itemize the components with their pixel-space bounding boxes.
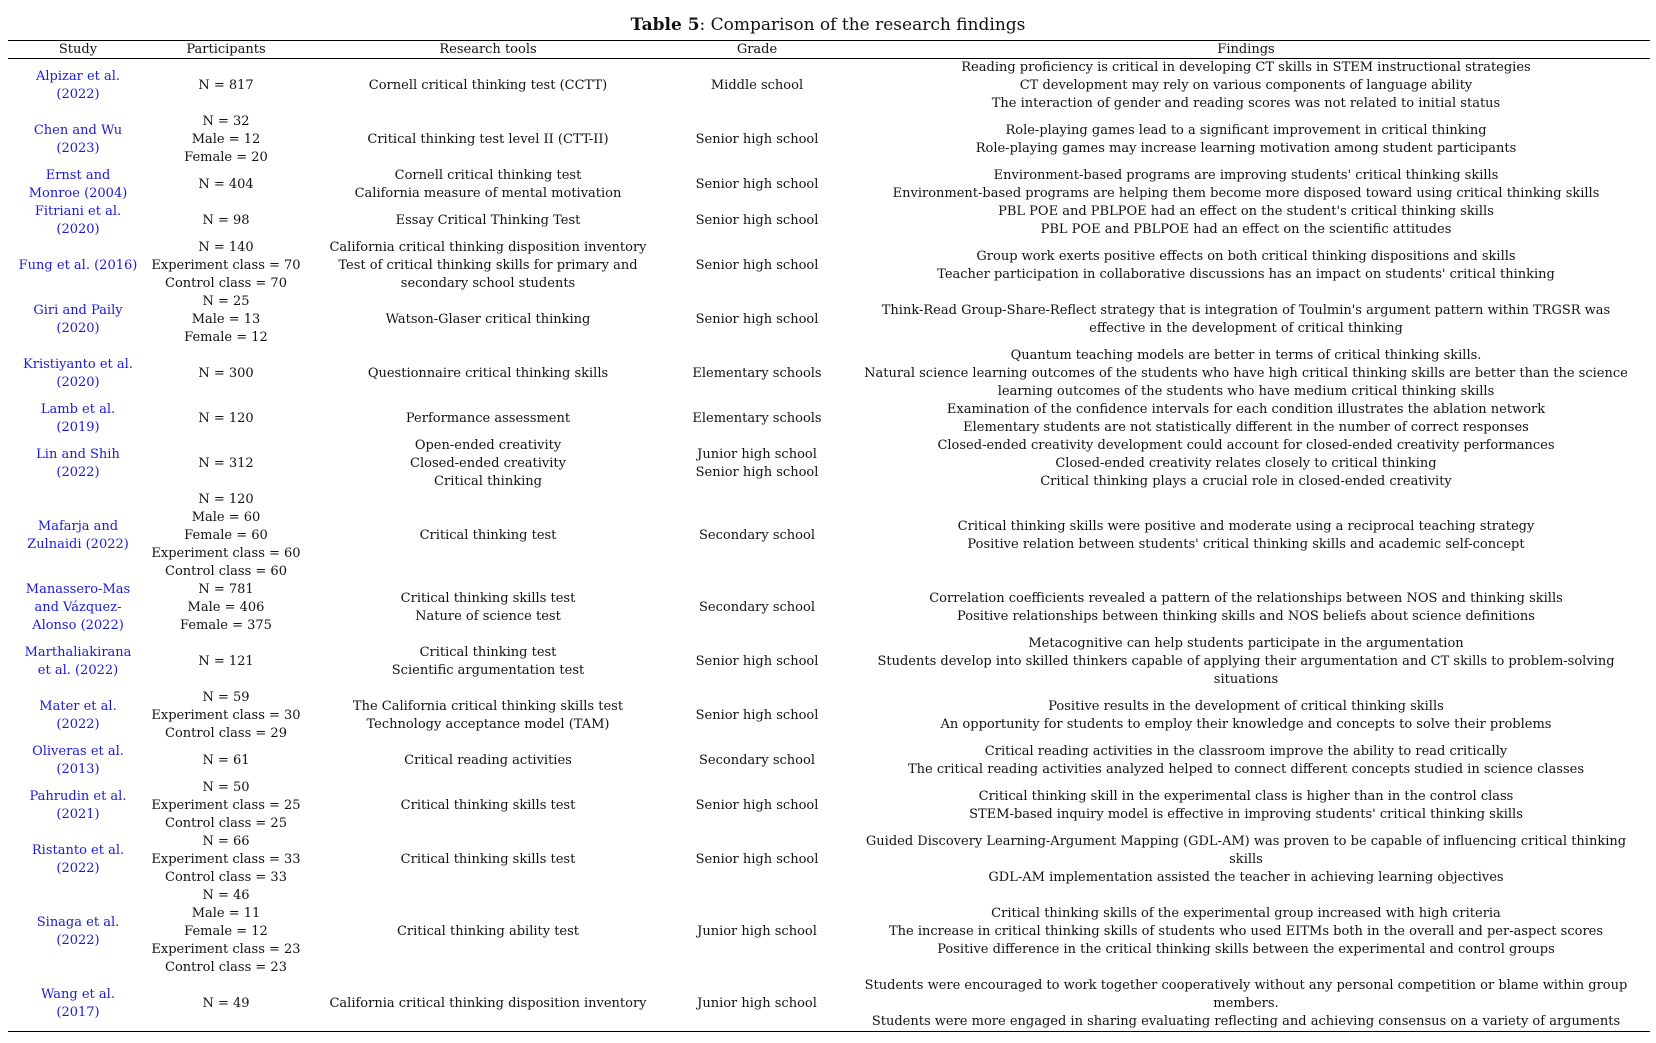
study-cell-line: Ernst and xyxy=(45,168,111,183)
findings-cell-line: The increase in critical thinking skills of students who used EITMs both in the overall and per-aspect scores xyxy=(888,924,1604,939)
grade-cell-line: Elementary schools xyxy=(692,411,822,426)
study-cell xyxy=(8,689,148,743)
participants-cell-line: N = 32 xyxy=(202,114,250,129)
participants-cell-line: Female = 12 xyxy=(184,330,268,345)
findings-cell-line: Think-Read Group-Share-Reflect strategy that is integration of Toulmin's argument pattern within TRGSR was xyxy=(881,303,1611,318)
research-tools-cell-line: California measure of mental motivation xyxy=(354,186,622,201)
study-cell-line: (2023) xyxy=(56,141,100,156)
study-cell xyxy=(8,239,148,293)
research-tools-cell-line: Scientific argumentation test xyxy=(391,663,585,678)
research-tools-cell xyxy=(304,59,672,114)
findings-cell-line: CT development may rely on various components of language ability xyxy=(1019,78,1473,93)
findings-cell-line: effective in the development of critical thinking xyxy=(1089,321,1403,336)
findings-cell xyxy=(842,239,1650,293)
research-tools-cell xyxy=(304,437,672,491)
research-tools-cell-line: Critical thinking ability test xyxy=(396,924,580,939)
study-cell-line: (2020) xyxy=(56,321,100,336)
findings-cell xyxy=(842,113,1650,167)
grade-cell-line: Senior high school xyxy=(695,258,819,273)
participants-cell xyxy=(148,635,304,689)
table-caption-text: : Comparison of the research findings xyxy=(699,15,1026,35)
participants-cell xyxy=(148,293,304,347)
study-cell-line: (2022) xyxy=(56,87,100,102)
participants-cell xyxy=(148,437,304,491)
study-cell-line: Zulnaidi (2022) xyxy=(27,537,129,552)
research-tools-cell-line: Critical thinking skills test xyxy=(400,798,576,813)
findings-cell-line: Critical thinking skill in the experimental class is higher than in the control class xyxy=(978,789,1514,804)
study-cell-line: (2020) xyxy=(56,222,100,237)
table-row xyxy=(8,491,1650,581)
findings-cell-line: PBL POE and PBLPOE had an effect on the scientific attitudes xyxy=(1040,222,1452,237)
grade-cell xyxy=(672,743,842,779)
findings-cell xyxy=(842,437,1650,491)
findings-cell-line: Role-playing games may increase learning motivation among student participants xyxy=(975,141,1517,156)
participants-cell-line: Control class = 70 xyxy=(165,276,287,291)
participants-cell-line: Experiment class = 60 xyxy=(151,546,301,561)
participants-cell-line: Experiment class = 25 xyxy=(151,798,301,813)
findings-cell-line: Natural science learning outcomes of the students who have high critical thinking skills are better than the science xyxy=(864,366,1628,381)
research-tools-cell xyxy=(304,401,672,437)
study-cell-line: (2022) xyxy=(56,717,100,732)
grade-cell xyxy=(672,887,842,977)
findings-cell-line: An opportunity for students to employ their knowledge and concepts to solve their problems xyxy=(940,717,1552,732)
study-cell xyxy=(8,401,148,437)
grade-cell-line: Senior high school xyxy=(695,852,819,867)
study-cell-line: Marthaliakirana xyxy=(24,645,132,660)
participants-cell-line: N = 120 xyxy=(198,492,254,507)
findings-cell-line: PBL POE and PBLPOE had an effect on the student's critical thinking skills xyxy=(998,204,1494,219)
findings-cell-line: Group work exerts positive effects on both critical thinking dispositions and skills xyxy=(976,249,1516,264)
research-tools-cell-line: California critical thinking disposition inventory xyxy=(329,996,647,1011)
research-tools-cell xyxy=(304,167,672,203)
participants-cell xyxy=(148,581,304,635)
study-cell-line: (2013) xyxy=(56,762,100,777)
findings-cell xyxy=(842,167,1650,203)
study-cell-line: Wang et al. xyxy=(41,987,115,1002)
findings-cell-line: The interaction of gender and reading scores was not related to initial status xyxy=(991,96,1501,111)
findings-cell xyxy=(842,689,1650,743)
study-cell-line: Fung et al. (2016) xyxy=(18,258,138,273)
findings-cell-line: Critical thinking skills of the experimental group increased with high criteria xyxy=(991,906,1501,921)
participants-cell-line: Male = 60 xyxy=(191,510,261,525)
research-tools-cell xyxy=(304,977,672,1032)
participants-cell-line: Experiment class = 23 xyxy=(151,942,301,957)
findings-cell-line: members. xyxy=(1213,996,1279,1011)
participants-cell-line: N = 49 xyxy=(202,996,250,1011)
column-header-study: Study xyxy=(8,41,148,59)
research-tools-cell xyxy=(304,581,672,635)
findings-cell-line: Closed-ended creativity development could account for closed-ended creativity performances xyxy=(937,438,1555,453)
table-row xyxy=(8,347,1650,401)
participants-cell-line: N = 817 xyxy=(198,78,254,93)
grade-cell xyxy=(672,239,842,293)
findings-cell-line: Positive results in the development of critical thinking skills xyxy=(1048,699,1444,714)
study-cell-line: Mater et al. xyxy=(39,699,117,714)
findings-cell xyxy=(842,743,1650,779)
grade-cell-line: Junior high school xyxy=(697,924,817,939)
grade-cell xyxy=(672,113,842,167)
table-row xyxy=(8,437,1650,491)
grade-cell xyxy=(672,689,842,743)
study-cell-line: Lin and Shih xyxy=(36,447,120,462)
research-tools-cell-line: Critical thinking xyxy=(434,474,542,489)
grade-cell-line: Senior high school xyxy=(695,213,819,228)
research-tools-cell-line: Performance assessment xyxy=(405,411,571,426)
table-row xyxy=(8,203,1650,239)
findings-cell-line: Students were more engaged in sharing evaluating reflecting and achieving consensus on a variety of arguments xyxy=(871,1014,1621,1029)
research-tools-cell xyxy=(304,887,672,977)
research-tools-cell xyxy=(304,347,672,401)
table-row xyxy=(8,581,1650,635)
participants-cell-line: N = 120 xyxy=(198,411,254,426)
participants-cell xyxy=(148,167,304,203)
grade-cell xyxy=(672,347,842,401)
research-tools-cell xyxy=(304,293,672,347)
participants-cell-line: N = 46 xyxy=(202,888,250,903)
participants-cell-line: N = 61 xyxy=(202,753,250,768)
study-cell-line: (2020) xyxy=(56,375,100,390)
study-cell xyxy=(8,581,148,635)
study-cell xyxy=(8,113,148,167)
study-cell xyxy=(8,167,148,203)
findings-cell-line: Positive relationships between thinking skills and NOS beliefs about science definitions xyxy=(957,609,1535,624)
table-row xyxy=(8,977,1650,1032)
research-tools-cell-line: Critical thinking test level II (CTT-II) xyxy=(367,132,609,147)
findings-cell-line: Reading proficiency is critical in developing CT skills in STEM instructional strategies xyxy=(961,60,1531,75)
grade-cell xyxy=(672,581,842,635)
table-row xyxy=(8,779,1650,833)
participants-cell-line: Control class = 33 xyxy=(165,870,287,885)
findings-cell xyxy=(842,491,1650,581)
participants-cell xyxy=(148,689,304,743)
grade-cell-line: Junior high school xyxy=(697,447,817,462)
participants-cell xyxy=(148,743,304,779)
table-row xyxy=(8,887,1650,977)
research-tools-cell xyxy=(304,743,672,779)
table-row xyxy=(8,635,1650,689)
findings-cell xyxy=(842,977,1650,1032)
research-tools-cell-line: Nature of science test xyxy=(415,609,561,624)
findings-cell xyxy=(842,59,1650,114)
participants-cell-line: N = 98 xyxy=(202,213,250,228)
findings-cell-line: Correlation coefficients revealed a pattern of the relationships between NOS and thinking skills xyxy=(929,591,1563,606)
findings-cell-line: Quantum teaching models are better in terms of critical thinking skills. xyxy=(1010,348,1482,363)
participants-cell-line: N = 121 xyxy=(198,654,254,669)
grade-cell-line: Secondary school xyxy=(699,600,815,615)
findings-cell-line: Role-playing games lead to a significant improvement in critical thinking xyxy=(1005,123,1487,138)
research-tools-cell-line: Critical thinking skills test xyxy=(400,852,576,867)
study-cell xyxy=(8,293,148,347)
column-header-participants: Participants xyxy=(148,41,304,59)
study-cell xyxy=(8,743,148,779)
column-header-grade: Grade xyxy=(672,41,842,59)
findings-cell xyxy=(842,401,1650,437)
grade-cell xyxy=(672,203,842,239)
research-tools-cell-line: Cornell critical thinking test (CCTT) xyxy=(368,78,608,93)
participants-cell xyxy=(148,347,304,401)
participants-cell xyxy=(148,113,304,167)
table-row xyxy=(8,401,1650,437)
study-cell-line: Manassero-Mas xyxy=(25,582,131,597)
grade-cell-line: Junior high school xyxy=(697,996,817,1011)
study-cell-line: Sinaga et al. xyxy=(36,915,120,930)
participants-cell-line: N = 140 xyxy=(198,240,254,255)
participants-cell-line: N = 59 xyxy=(202,690,250,705)
grade-cell xyxy=(672,833,842,887)
research-tools-cell-line: Critical reading activities xyxy=(404,753,572,768)
findings-cell-line: Positive relation between students' critical thinking skills and academic self-concept xyxy=(967,537,1525,552)
research-tools-cell xyxy=(304,239,672,293)
findings-cell-line: Students were encouraged to work together cooperatively without any personal competition or blame within group xyxy=(864,978,1628,993)
participants-cell xyxy=(148,977,304,1032)
participants-cell-line: Experiment class = 70 xyxy=(151,258,301,273)
grade-cell xyxy=(672,491,842,581)
research-tools-cell-line: Critical thinking test xyxy=(419,528,557,543)
study-cell xyxy=(8,491,148,581)
study-cell xyxy=(8,977,148,1032)
research-tools-cell-line: Critical thinking skills test xyxy=(400,591,576,606)
grade-cell-line: Senior high school xyxy=(695,132,819,147)
research-tools-cell-line: Closed-ended creativity xyxy=(410,456,566,471)
participants-cell-line: N = 50 xyxy=(202,780,250,795)
research-tools-cell-line: Technology acceptance model (TAM) xyxy=(366,717,610,732)
study-cell-line: Monroe (2004) xyxy=(28,186,128,201)
column-header-research-tools: Research tools xyxy=(304,41,672,59)
table-row xyxy=(8,113,1650,167)
findings-cell-line: Examination of the confidence intervals for each condition illustrates the ablation network xyxy=(946,402,1546,417)
table-caption xyxy=(0,14,1656,36)
research-tools-cell xyxy=(304,779,672,833)
participants-cell-line: Control class = 25 xyxy=(165,816,287,831)
participants-cell-line: Male = 13 xyxy=(191,312,261,327)
findings-cell xyxy=(842,293,1650,347)
grade-cell xyxy=(672,635,842,689)
participants-cell-line: Experiment class = 30 xyxy=(151,708,301,723)
grade-cell-line: Senior high school xyxy=(695,798,819,813)
research-tools-cell-line: Critical thinking test xyxy=(419,645,557,660)
findings-cell-line: STEM-based inquiry model is effective in improving students' critical thinking skills xyxy=(969,807,1523,822)
table-row xyxy=(8,689,1650,743)
grade-cell-line: Middle school xyxy=(710,78,804,93)
study-cell-line: Chen and Wu xyxy=(33,123,123,138)
findings-cell xyxy=(842,779,1650,833)
research-tools-cell-line: secondary school students xyxy=(400,276,576,291)
participants-cell-line: Male = 406 xyxy=(187,600,265,615)
participants-cell xyxy=(148,779,304,833)
study-cell-line: (2019) xyxy=(56,420,100,435)
study-cell-line: Kristiyanto et al. xyxy=(23,357,133,372)
grade-cell-line: Senior high school xyxy=(695,312,819,327)
findings-cell-line: Students develop into skilled thinkers capable of applying their argumentation and CT skills to problem-solving xyxy=(877,654,1615,669)
findings-cell-line: situations xyxy=(1213,672,1279,687)
findings-cell-line: Environment-based programs are improving students' critical thinking skills xyxy=(993,168,1499,183)
findings-cell-line: skills xyxy=(1229,852,1263,867)
findings-cell-line: Elementary students are not statistically different in the number of correct responses xyxy=(963,420,1529,435)
grade-cell xyxy=(672,977,842,1032)
grade-cell xyxy=(672,437,842,491)
research-tools-cell-line: The California critical thinking skills test xyxy=(352,699,624,714)
research-tools-cell xyxy=(304,689,672,743)
study-cell xyxy=(8,59,148,114)
participants-cell-line: Control class = 60 xyxy=(165,564,287,579)
grade-cell-line: Senior high school xyxy=(695,654,819,669)
study-cell-line: (2021) xyxy=(56,807,100,822)
findings-cell-line: Critical reading activities in the classroom improve the ability to read critically xyxy=(984,744,1508,759)
study-cell xyxy=(8,347,148,401)
study-cell xyxy=(8,437,148,491)
study-cell-line: and Vázquez- xyxy=(34,600,122,615)
participants-cell-line: N = 781 xyxy=(198,582,254,597)
study-cell-line: (2022) xyxy=(56,933,100,948)
table-row xyxy=(8,167,1650,203)
research-tools-cell xyxy=(304,113,672,167)
participants-cell-line: Experiment class = 33 xyxy=(151,852,301,867)
grade-cell xyxy=(672,401,842,437)
participants-cell xyxy=(148,239,304,293)
participants-cell-line: Female = 12 xyxy=(184,924,268,939)
participants-cell-line: N = 404 xyxy=(198,177,254,192)
participants-cell xyxy=(148,401,304,437)
research-tools-cell xyxy=(304,203,672,239)
participants-cell-line: Control class = 23 xyxy=(165,960,287,975)
participants-cell-line: Control class = 29 xyxy=(165,726,287,741)
research-tools-cell xyxy=(304,491,672,581)
grade-cell-line: Elementary schools xyxy=(692,366,822,381)
findings-cell-line: Critical thinking plays a crucial role in closed-ended creativity xyxy=(1040,474,1452,489)
participants-cell xyxy=(148,887,304,977)
research-tools-cell-line: California critical thinking disposition inventory xyxy=(329,240,647,255)
study-cell-line: Mafarja and xyxy=(37,519,119,534)
participants-cell-line: N = 312 xyxy=(198,456,254,471)
participants-cell-line: N = 25 xyxy=(202,294,250,309)
study-cell-line: Alpizar et al. xyxy=(35,69,121,84)
study-cell xyxy=(8,203,148,239)
participants-cell-line: Female = 375 xyxy=(180,618,272,633)
study-cell xyxy=(8,779,148,833)
findings-cell-line: Guided Discovery Learning-Argument Mapping (GDL-AM) was proven to be capable of influencing critical thinking xyxy=(865,834,1627,849)
findings-cell xyxy=(842,203,1650,239)
research-tools-cell-line: Essay Critical Thinking Test xyxy=(395,213,581,228)
study-cell-line: (2022) xyxy=(56,861,100,876)
research-tools-cell-line: Watson-Glaser critical thinking xyxy=(385,312,591,327)
research-tools-cell-line: Test of critical thinking skills for primary and xyxy=(338,258,638,273)
findings-cell xyxy=(842,347,1650,401)
grade-cell-line: Secondary school xyxy=(699,753,815,768)
study-cell-line: (2017) xyxy=(56,1005,100,1020)
findings-cell-line: Positive difference in the critical thinking skills between the experimental and control groups xyxy=(937,942,1555,957)
participants-cell-line: N = 300 xyxy=(198,366,254,381)
findings-cell xyxy=(842,887,1650,977)
column-header-findings: Findings xyxy=(842,41,1650,59)
findings-cell-line: Teacher participation in collaborative discussions has an impact on students' critical thinking xyxy=(937,267,1555,282)
grade-cell xyxy=(672,167,842,203)
findings-cell-line: Metacognitive can help students participate in the argumentation xyxy=(1028,636,1464,651)
header-row xyxy=(8,41,1650,59)
findings-cell-line: GDL-AM implementation assisted the teacher in achieving learning objectives xyxy=(988,870,1504,885)
study-cell xyxy=(8,833,148,887)
participants-cell-line: Male = 12 xyxy=(191,132,261,147)
study-cell-line: Pahrudin et al. xyxy=(29,789,127,804)
grade-cell xyxy=(672,293,842,347)
table-row xyxy=(8,293,1650,347)
study-cell-line: Giri and Paily xyxy=(33,303,123,318)
study-cell-line: Oliveras et al. xyxy=(32,744,124,759)
participants-cell-line: N = 66 xyxy=(202,834,250,849)
grade-cell-line: Secondary school xyxy=(699,528,815,543)
findings-cell-line: learning outcomes of the students who have medium critical thinking skills xyxy=(997,384,1495,399)
research-tools-cell-line: Open-ended creativity xyxy=(414,438,562,453)
participants-cell xyxy=(148,59,304,114)
study-cell xyxy=(8,635,148,689)
table-row xyxy=(8,239,1650,293)
grade-cell-line: Senior high school xyxy=(695,465,819,480)
table-row xyxy=(8,59,1650,114)
findings-cell xyxy=(842,833,1650,887)
participants-cell xyxy=(148,203,304,239)
research-tools-cell-line: Questionnaire critical thinking skills xyxy=(367,366,609,381)
table-row xyxy=(8,743,1650,779)
findings-cell-line: Environment-based programs are helping them become more disposed toward using critical thinking skills xyxy=(892,186,1600,201)
table-row xyxy=(8,833,1650,887)
study-cell-line: Fitriani et al. xyxy=(34,204,122,219)
grade-cell xyxy=(672,779,842,833)
research-tools-cell xyxy=(304,635,672,689)
findings-cell xyxy=(842,581,1650,635)
participants-cell xyxy=(148,833,304,887)
study-cell-line: (2022) xyxy=(56,465,100,480)
research-tools-cell xyxy=(304,833,672,887)
table-caption-label: Table 5 xyxy=(630,15,700,35)
participants-cell-line: Female = 20 xyxy=(184,150,268,165)
study-cell-line: et al. (2022) xyxy=(37,663,119,678)
grade-cell-line: Senior high school xyxy=(695,708,819,723)
research-tools-cell-line: Cornell critical thinking test xyxy=(394,168,582,183)
study-cell-line: Alonso (2022) xyxy=(32,618,124,633)
study-cell-line: Ristanto et al. xyxy=(31,843,125,858)
participants-cell-line: Female = 60 xyxy=(184,528,268,543)
findings-table xyxy=(8,40,1650,1032)
grade-cell xyxy=(672,59,842,114)
findings-cell-line: Critical thinking skills were positive and moderate using a reciprocal teaching strategy xyxy=(957,519,1535,534)
table-body xyxy=(8,59,1650,1032)
findings-cell-line: Closed-ended creativity relates closely to critical thinking xyxy=(1055,456,1437,471)
grade-cell-line: Senior high school xyxy=(695,177,819,192)
study-cell xyxy=(8,887,148,977)
participants-cell-line: Male = 11 xyxy=(191,906,261,921)
study-cell-line: Lamb et al. xyxy=(40,402,116,417)
findings-cell-line: The critical reading activities analyzed helped to connect different concepts studied in science classes xyxy=(908,762,1584,777)
findings-cell xyxy=(842,635,1650,689)
participants-cell xyxy=(148,491,304,581)
